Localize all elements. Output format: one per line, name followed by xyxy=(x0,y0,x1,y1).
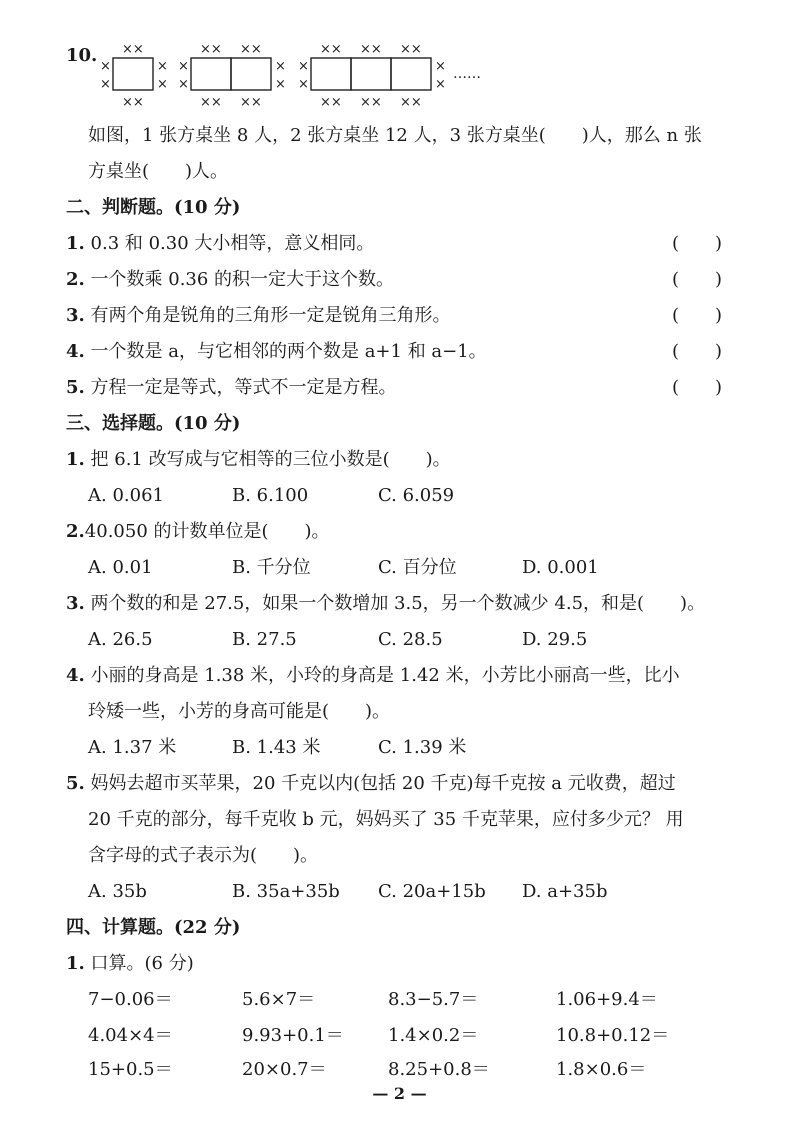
answer-bracket-5[interactable]: ( ) xyxy=(672,377,723,398)
q2-option-b[interactable]: B. 千分位 xyxy=(232,557,311,578)
svg-text:××: ×× xyxy=(240,95,262,110)
q5-option-b[interactable]: B. 35a+35b xyxy=(232,881,340,902)
svg-text:××: ×× xyxy=(200,95,222,110)
item-text: 妈妈去超市买苹果，20 千克以内(包括 20 千克)每千克按 a 元收费，超过 xyxy=(90,773,676,794)
svg-text:×: × xyxy=(157,77,168,92)
svg-text:××: ×× xyxy=(320,42,342,57)
calc-expr[interactable]: 1.4×0.2＝ xyxy=(388,1025,479,1046)
q1-option-b[interactable]: B. 6.100 xyxy=(232,485,309,506)
item-text: 40.050 的计数单位是( )。 xyxy=(84,521,330,542)
svg-text:××: ×× xyxy=(200,42,222,57)
page-number: — 2 — xyxy=(372,1084,427,1103)
item-number: 2. xyxy=(66,269,85,290)
q3-option-b[interactable]: B. 27.5 xyxy=(232,629,297,650)
item-text: 把 6.1 改写成与它相等的三位小数是( )。 xyxy=(90,449,451,470)
item-number: 1. xyxy=(66,233,85,254)
svg-text:×: × xyxy=(275,77,286,92)
calc-expr[interactable]: 5.6×7＝ xyxy=(242,989,316,1010)
q5-option-c[interactable]: C. 20a+15b xyxy=(378,881,486,902)
calc-expr[interactable]: 7−0.06＝ xyxy=(88,989,173,1010)
calc-expr[interactable]: 4.04×4＝ xyxy=(88,1025,173,1046)
judge-item-2 xyxy=(66,268,394,292)
q10-line1: 如图，1 张方桌坐 8 人，2 张方桌坐 12 人，3 张方桌坐( )人，那么 n 张 xyxy=(88,125,702,146)
choice-q5-line2: 20 千克的部分，每千克收 b 元，妈妈买了 35 千克苹果，应付多少元？ 用 xyxy=(88,809,684,830)
q4-option-c[interactable]: C. 1.39 米 xyxy=(378,737,467,758)
item-number: 5. xyxy=(66,773,85,794)
choice-q5-line3: 含字母的式子表示为( )。 xyxy=(88,845,319,866)
svg-text:×: × xyxy=(100,59,111,74)
item-number: 3. xyxy=(66,305,85,326)
item-text: 一个数是 a，与它相邻的两个数是 a+1 和 a−1。 xyxy=(90,341,487,362)
q2-option-a[interactable]: A. 0.01 xyxy=(88,557,153,578)
svg-text:×: × xyxy=(298,77,309,92)
svg-text:××: ×× xyxy=(122,95,144,110)
answer-bracket-3[interactable]: ( ) xyxy=(672,305,723,326)
svg-text:××: ×× xyxy=(240,42,262,57)
q3-option-a[interactable]: A. 26.5 xyxy=(88,629,153,650)
calc-expr[interactable]: 8.3−5.7＝ xyxy=(388,989,479,1010)
item-number: 2. xyxy=(66,521,85,542)
q5-option-a[interactable]: A. 35b xyxy=(88,881,147,902)
item-text: 有两个角是锐角的三角形一定是锐角三角形。 xyxy=(90,305,451,326)
q4-option-b[interactable]: B. 1.43 米 xyxy=(232,737,321,758)
svg-text:×: × xyxy=(435,77,446,92)
choice-q4-line2: 玲矮一些，小芳的身高可能是( )。 xyxy=(88,701,391,722)
calc-expr[interactable]: 8.25+0.8＝ xyxy=(388,1059,490,1080)
item-text: 口算。(6 分) xyxy=(90,953,194,974)
judge-item-3 xyxy=(66,304,451,328)
q10-line2: 方桌坐( )人。 xyxy=(88,161,229,182)
calc-expr[interactable]: 9.93+0.1＝ xyxy=(242,1025,344,1046)
svg-text:×: × xyxy=(178,77,189,92)
q1-option-c[interactable]: C. 6.059 xyxy=(378,485,455,506)
item-number: 1. xyxy=(66,449,85,470)
answer-bracket-1[interactable]: ( ) xyxy=(672,233,723,254)
choice-q5-line1 xyxy=(66,772,676,796)
q4-option-a[interactable]: A. 1.37 米 xyxy=(88,737,177,758)
section-3-title: 三、选择题。(10 分) xyxy=(66,413,241,434)
q10-number: 10. xyxy=(66,45,98,66)
item-text: 小丽的身高是 1.38 米，小玲的身高是 1.42 米，小芳比小丽高一些，比小 xyxy=(90,665,680,686)
svg-text:×: × xyxy=(435,59,446,74)
svg-text:××: ×× xyxy=(122,42,144,57)
q2-option-c[interactable]: C. 百分位 xyxy=(378,557,457,578)
item-number: 4. xyxy=(66,341,85,362)
item-text: 方程一定是等式，等式不一定是方程。 xyxy=(90,377,397,398)
answer-bracket-4[interactable]: ( ) xyxy=(672,341,723,362)
q3-option-c[interactable]: C. 28.5 xyxy=(378,629,443,650)
calc-expr[interactable]: 20×0.7＝ xyxy=(242,1059,327,1080)
choice-q2 xyxy=(66,520,330,544)
ellipsis: …… xyxy=(453,66,481,82)
section-4-title: 四、计算题。(22 分) xyxy=(66,917,241,938)
calc-expr[interactable]: 10.8+0.12＝ xyxy=(556,1025,670,1046)
calc-sub1 xyxy=(66,952,194,976)
svg-text:×: × xyxy=(178,59,189,74)
choice-q1 xyxy=(66,448,451,472)
item-number: 1. xyxy=(66,953,85,974)
svg-text:××: ×× xyxy=(360,42,382,57)
q5-option-d[interactable]: D. a+35b xyxy=(522,881,608,902)
calc-expr[interactable]: 1.06+9.4＝ xyxy=(556,989,658,1010)
calc-expr[interactable]: 15+0.5＝ xyxy=(88,1059,173,1080)
choice-q3 xyxy=(66,592,705,616)
svg-text:××: ×× xyxy=(360,95,382,110)
svg-text:××: ×× xyxy=(320,95,342,110)
item-number: 5. xyxy=(66,377,85,398)
calc-expr[interactable]: 1.8×0.6＝ xyxy=(556,1059,647,1080)
svg-text:×: × xyxy=(275,59,286,74)
item-text: 0.3 和 0.30 大小相等，意义相同。 xyxy=(90,233,375,254)
item-text: 两个数的和是 27.5，如果一个数增加 3.5，另一个数减少 4.5，和是( )。 xyxy=(90,593,706,614)
item-number: 3. xyxy=(66,593,85,614)
svg-text:××: ×× xyxy=(400,95,422,110)
judge-item-1 xyxy=(66,232,374,256)
svg-text:×: × xyxy=(100,77,111,92)
answer-bracket-2[interactable]: ( ) xyxy=(672,269,723,290)
item-number: 4. xyxy=(66,665,85,686)
section-2-title: 二、判断题。(10 分) xyxy=(66,197,241,218)
item-text: 一个数乘 0.36 的积一定大于这个数。 xyxy=(90,269,395,290)
svg-text:×: × xyxy=(298,59,309,74)
q2-option-d[interactable]: D. 0.001 xyxy=(522,557,599,578)
tables-figure xyxy=(95,40,495,110)
judge-item-4 xyxy=(66,340,487,364)
svg-text:××: ×× xyxy=(400,42,422,57)
q3-option-d[interactable]: D. 29.5 xyxy=(522,629,588,650)
choice-q4-line1 xyxy=(66,664,680,688)
q1-option-a[interactable]: A. 0.061 xyxy=(88,485,164,506)
judge-item-5 xyxy=(66,376,397,400)
svg-text:×: × xyxy=(157,59,168,74)
